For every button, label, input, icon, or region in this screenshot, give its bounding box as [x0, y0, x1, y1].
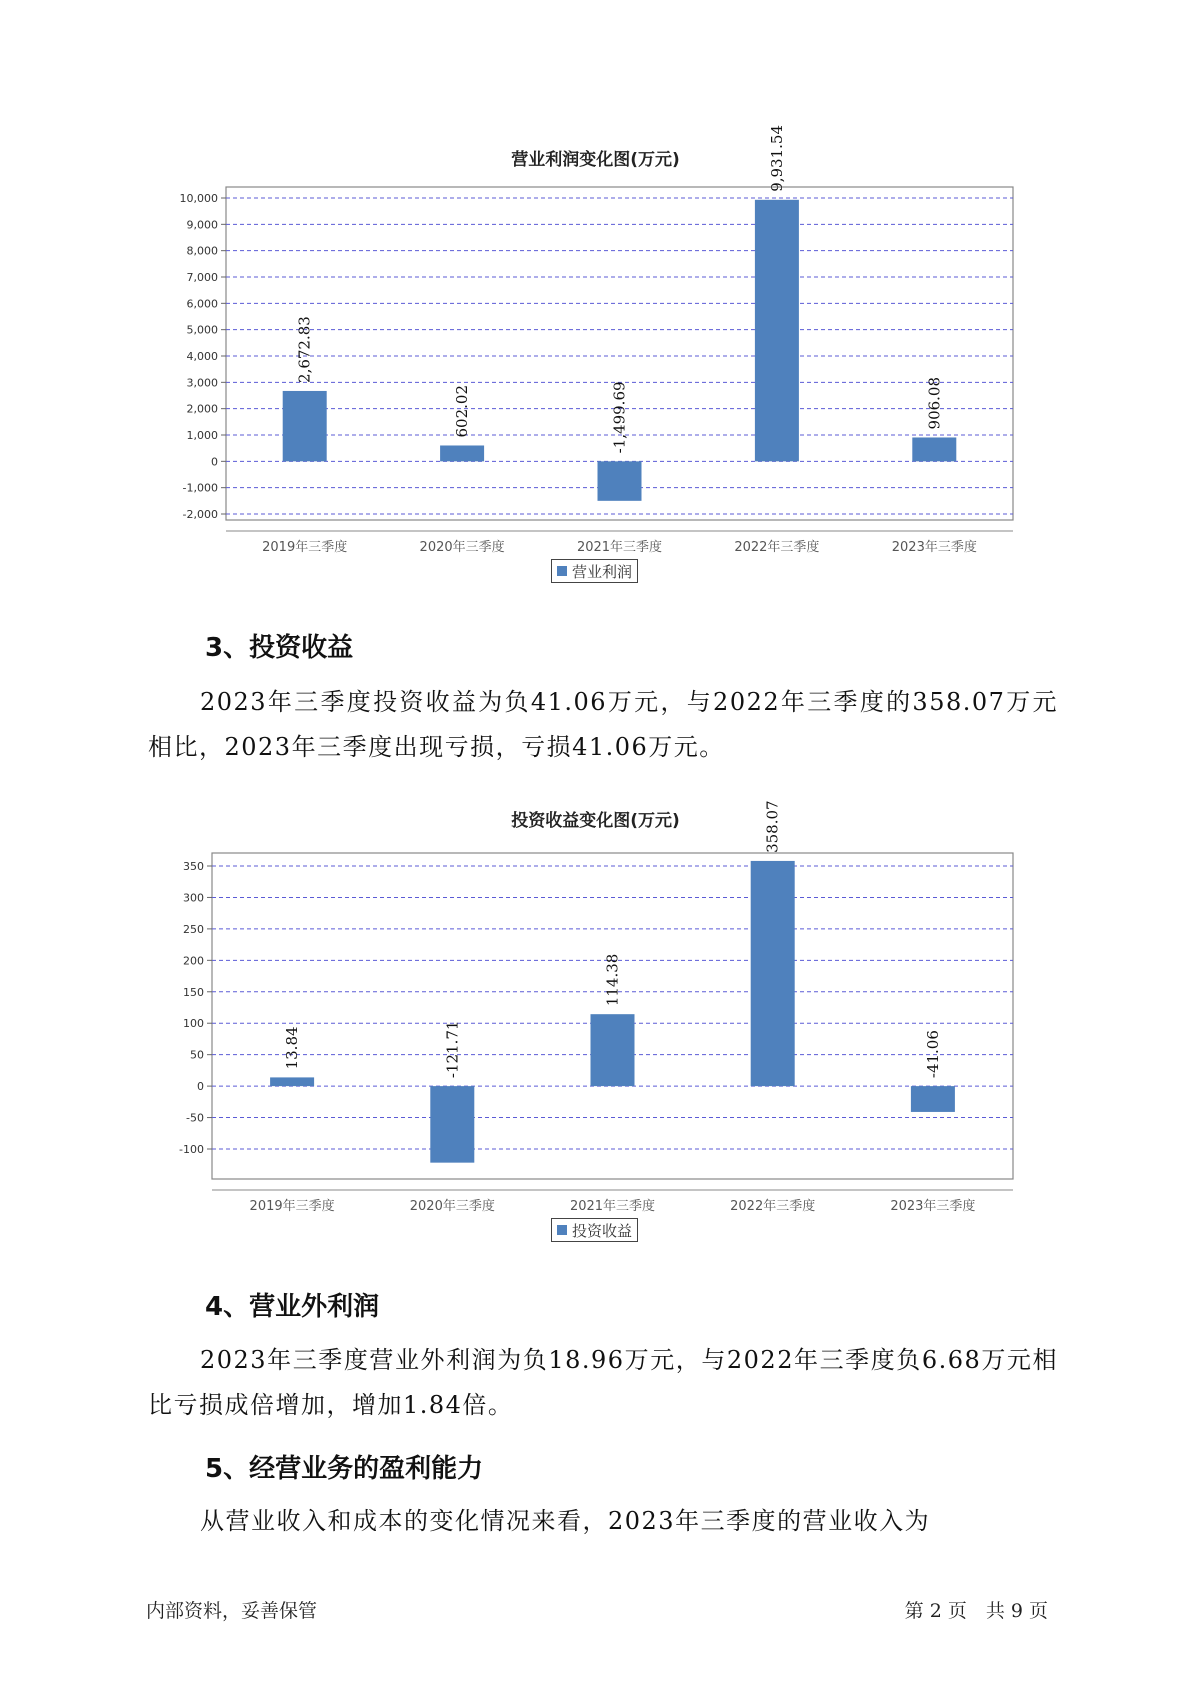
x-category-label: 2020年三季度 [419, 540, 505, 555]
bar [751, 861, 795, 1086]
bar [911, 1086, 955, 1112]
legend-swatch [557, 1225, 567, 1235]
y-tick-label: 0 [197, 1080, 204, 1094]
y-tick-label: 2,000 [186, 402, 218, 416]
y-tick-label: 200 [183, 954, 204, 968]
y-tick-label: 9,000 [186, 218, 218, 232]
y-tick-label: -100 [179, 1143, 204, 1156]
value-label: 602.02 [453, 384, 472, 438]
chart2-legend-label: 投资收益 [572, 1221, 633, 1240]
y-tick-label: -1,000 [182, 481, 218, 495]
section-5-text: 从营业收入和成本的变化情况来看，2023年三季度的营业收入为 [200, 1507, 931, 1535]
y-tick-label: 5,000 [186, 323, 218, 337]
y-tick-label: 3,000 [186, 376, 218, 390]
y-tick-label: -2,000 [182, 508, 218, 521]
value-label: 358.07 [763, 800, 782, 853]
bar [270, 1077, 314, 1086]
section-4-heading: 4、营业外利润 [205, 1292, 380, 1322]
value-label: 13.84 [283, 1026, 302, 1070]
y-tick-label: 6,000 [186, 297, 218, 311]
value-label: -1,499.69 [610, 381, 629, 454]
y-tick-label: 300 [183, 891, 204, 905]
value-label: 2,672.83 [295, 316, 314, 383]
section-5-heading: 5、经营业务的盈利能力 [205, 1454, 484, 1484]
value-label: 9,931.54 [767, 125, 786, 192]
x-category-label: 2020年三季度 [409, 1199, 495, 1214]
x-category-label: 2019年三季度 [249, 1199, 335, 1214]
x-category-label: 2021年三季度 [576, 540, 663, 555]
chart2-title: 投资收益变化图(万元) [511, 811, 680, 831]
value-label: -41.06 [923, 1030, 942, 1079]
x-category-label: 2022年三季度 [734, 540, 820, 555]
x-category-label: 2021年三季度 [569, 1199, 656, 1214]
bar [430, 1086, 474, 1163]
value-label: 906.08 [925, 376, 944, 430]
footer-confidential: 内部资料，妥善保管 [146, 1600, 318, 1622]
value-label: 114.38 [603, 953, 622, 1007]
y-tick-label: 350 [183, 860, 204, 873]
chart2-legend [551, 1218, 638, 1242]
x-category-label: 2023年三季度 [890, 1199, 976, 1214]
y-tick-label: 1,000 [186, 429, 218, 442]
y-tick-label: 10,000 [179, 192, 218, 205]
chart1-legend-label: 营业利润 [572, 562, 633, 581]
x-category-label: 2022年三季度 [730, 1199, 816, 1214]
y-tick-label: 4,000 [186, 350, 218, 363]
y-tick-label: 8,000 [186, 244, 218, 258]
y-tick-label: 150 [183, 985, 204, 999]
footer-page-number: 第 2 页 共 9 页 [904, 1600, 1048, 1622]
value-label: -121.71 [443, 1020, 462, 1079]
y-tick-label: 50 [190, 1048, 204, 1062]
chart1-title: 营业利润变化图(万元) [511, 150, 680, 170]
y-tick-label: 7,000 [186, 271, 218, 284]
y-tick-label: 0 [211, 455, 218, 469]
section-3-heading: 3、投资收益 [205, 633, 354, 663]
y-tick-label: 100 [183, 1017, 204, 1031]
section-4-text: 2023年三季度营业外利润为负18.96万元，与2022年三季度负6.68万元相比亏损成倍增加，增加1.84倍。 [148, 1346, 1058, 1419]
y-tick-label: -50 [186, 1111, 204, 1125]
bar [591, 1014, 635, 1086]
x-category-label: 2023年三季度 [891, 540, 977, 555]
y-tick-label: 250 [183, 922, 204, 936]
x-category-label: 2019年三季度 [262, 540, 348, 555]
section-3-text: 2023年三季度投资收益为负41.06万元，与2022年三季度的358.07万元相比，2023年三季度出现亏损，亏损41.06万元。 [148, 688, 1058, 761]
